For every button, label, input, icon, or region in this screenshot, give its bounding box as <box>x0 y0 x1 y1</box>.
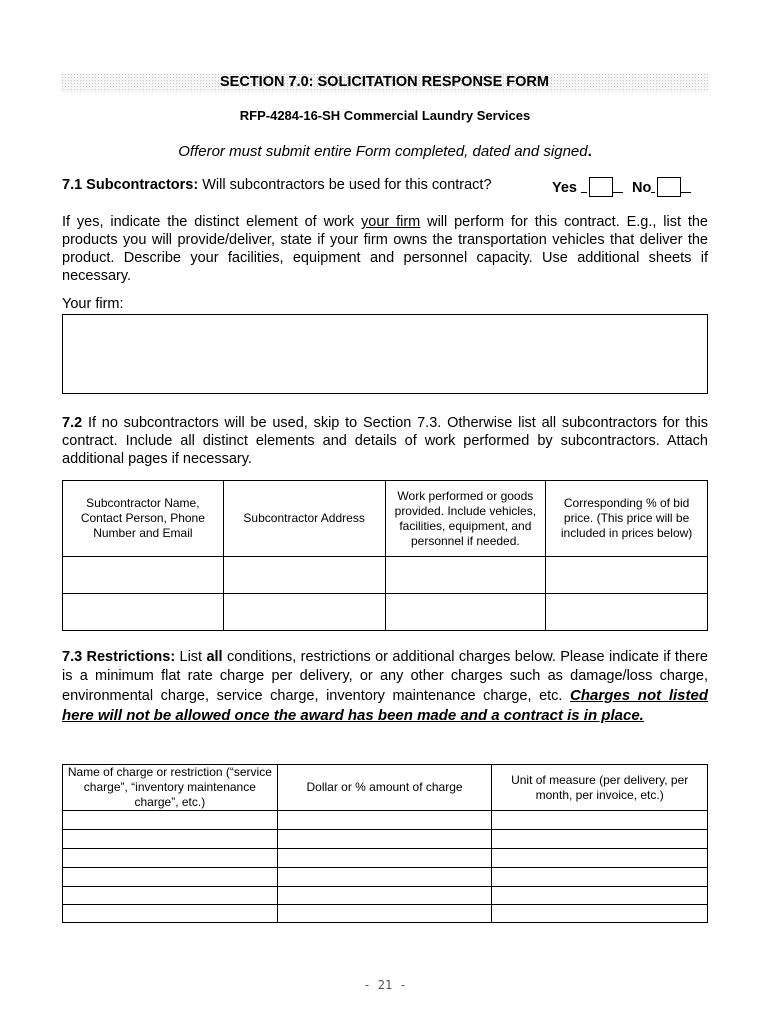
charges-warning: Charges not listed here will not be allowed once the award has been made and a contract is in place. <box>62 687 709 724</box>
section-7-3-label: 7.3 Restrictions: <box>62 649 176 665</box>
yes-option <box>552 177 623 197</box>
table-cell[interactable] <box>63 557 224 594</box>
header-charge-name: Name of charge or restriction (“service charge”, “inventory maintenance charge”, etc.) <box>63 765 278 811</box>
yes-underline-left <box>581 179 587 193</box>
table-cell[interactable] <box>63 811 278 830</box>
table-cell[interactable] <box>546 557 708 594</box>
table-cell[interactable] <box>277 830 492 849</box>
your-firm-underlined: your firm <box>361 214 421 230</box>
your-firm-label: Your firm: <box>62 296 124 312</box>
table-cell[interactable] <box>63 887 278 905</box>
yes-label: Yes <box>552 180 577 196</box>
no-underline-left <box>651 179 655 193</box>
form-instruction <box>0 143 770 160</box>
subcontractors-instructions <box>62 213 708 285</box>
section-title: SECTION 7.0: SOLICITATION RESPONSE FORM <box>61 73 708 92</box>
header-charge-amount: Dollar or % amount of charge <box>277 765 492 811</box>
section-7-3-body-a: List <box>175 649 207 665</box>
table-cell[interactable] <box>223 594 385 631</box>
table-row <box>63 830 708 849</box>
page-number: - 21 - <box>363 978 407 992</box>
table-cell[interactable] <box>277 811 492 830</box>
section-7-2-body: If no subcontractors will be used, skip to Section 7.3. Otherwise list all subcontractors for this contract. Include all distinct elements and details of work performed by subcontractors. Attach additional pages if necessary. <box>62 415 708 467</box>
header-work-performed: Work performed or goods provided. Include vehicles, facilities, equipment, and personnel if needed. <box>385 481 546 557</box>
table-cell[interactable] <box>277 905 492 923</box>
table-row <box>63 868 708 887</box>
table-row <box>63 594 708 631</box>
section-7-1-label: 7.1 Subcontractors: <box>62 177 199 193</box>
table-cell[interactable] <box>385 557 546 594</box>
section-7-2-text <box>62 414 708 468</box>
table-cell[interactable] <box>492 849 708 868</box>
subcontractor-table <box>62 480 708 631</box>
table-cell[interactable] <box>492 811 708 830</box>
table-cell[interactable] <box>492 887 708 905</box>
instruction-text: Offeror must submit entire Form completed, dated and signed <box>178 143 588 160</box>
instructions-part-1: If yes, indicate the distinct element of work <box>62 214 362 230</box>
table-cell[interactable] <box>277 849 492 868</box>
all-emphasis: all <box>206 649 223 665</box>
instructions-part-2: will perform for this contract. E.g., list the products you will provide/deliver, state if your firm owns the transportation vehicles that deliver the product. Describe your facilities, equipment and personnel capacity. Use additional sheets if necessary. <box>62 214 708 284</box>
table-row <box>63 905 708 923</box>
your-firm-input-box[interactable] <box>62 314 708 394</box>
table-cell[interactable] <box>385 594 546 631</box>
header-bid-percent: Corresponding % of bid price. (This price will be included in prices below) <box>546 481 708 557</box>
table-row <box>63 811 708 830</box>
yes-underline-right <box>613 179 623 193</box>
table-cell[interactable] <box>492 830 708 849</box>
yes-checkbox[interactable] <box>589 177 613 197</box>
header-subcontractor-address: Subcontractor Address <box>223 481 385 557</box>
charges-table <box>62 764 708 923</box>
table-cell[interactable] <box>277 868 492 887</box>
section-7-3-text <box>62 648 708 726</box>
table-cell[interactable] <box>63 868 278 887</box>
table-cell[interactable] <box>492 868 708 887</box>
header-unit-of-measure: Unit of measure (per delivery, per month, per invoice, etc.) <box>492 765 708 811</box>
table-cell[interactable] <box>546 594 708 631</box>
table-cell[interactable] <box>63 830 278 849</box>
table-cell[interactable] <box>492 905 708 923</box>
table-row <box>63 849 708 868</box>
no-underline-right <box>681 179 691 193</box>
table-cell[interactable] <box>63 849 278 868</box>
table-cell[interactable] <box>63 594 224 631</box>
table-header-row <box>63 765 708 811</box>
instruction-period: . <box>587 143 592 160</box>
no-checkbox[interactable] <box>657 177 681 197</box>
table-row <box>63 557 708 594</box>
header-subcontractor-name: Subcontractor Name, Contact Person, Phone Number and Email <box>63 481 224 557</box>
subcontractors-question <box>62 177 712 199</box>
no-label: No <box>632 180 652 196</box>
section-7-3-body-b: conditions, restrictions or additional charges below. Please indicate if there is a minimum flat rate charge per delivery, or any other charges such as damage/loss charge, environmental charge, service charge, inventory maintenance charge, etc. <box>62 649 708 704</box>
table-cell[interactable] <box>277 887 492 905</box>
no-option <box>632 177 691 197</box>
table-header-row <box>63 481 708 557</box>
table-cell[interactable] <box>63 905 278 923</box>
section-7-2-label: 7.2 <box>62 415 83 431</box>
subcontractors-question-text: Will subcontractors be used for this contract? <box>198 177 492 193</box>
table-cell[interactable] <box>223 557 385 594</box>
rfp-title: RFP-4284-16-SH Commercial Laundry Services <box>239 108 531 123</box>
table-row <box>63 887 708 905</box>
